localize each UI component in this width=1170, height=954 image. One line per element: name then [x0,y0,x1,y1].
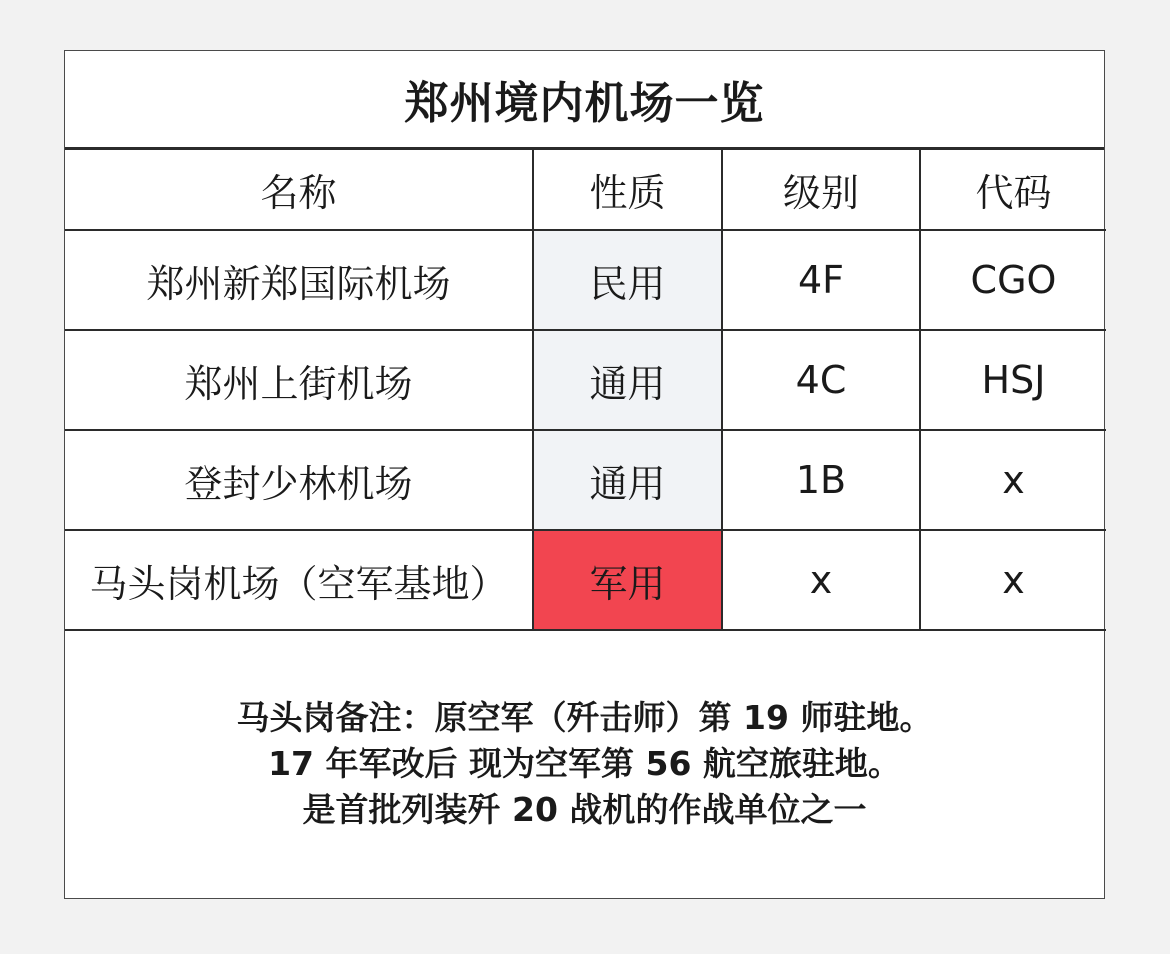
footnote [65,631,1104,896]
column-header-level: 级别 [722,150,920,230]
footnote-line: 17 年军改后 现为空军第 56 航空旅驻地。 [268,743,901,783]
airport-type-cell: 通用 [533,430,722,530]
footnote-line: 是首批列装歼 20 战机的作战单位之一 [302,789,867,829]
airport-name-cell: 郑州上街机场 [65,330,533,430]
table-row [65,330,1106,430]
airport-type-cell: 民用 [533,230,722,330]
table-header-row [65,150,1106,230]
airport-type-cell: 通用 [533,330,722,430]
airport-level-cell: 1B [722,430,920,530]
column-header-name: 名称 [65,150,533,230]
column-header-code: 代码 [920,150,1106,230]
airport-type-cell-military: 军用 [533,530,722,630]
page-title: 郑州境内机场一览 [404,78,765,129]
airport-level-cell: x [722,530,920,630]
airport-name-cell: 郑州新郑国际机场 [65,230,533,330]
table-row [65,230,1106,330]
title-bar [65,51,1104,150]
airport-level-cell: 4F [722,230,920,330]
column-header-type: 性质 [533,150,722,230]
footnote-line: 马头岗备注：原空军（歼击师）第 19 师驻地。 [236,697,933,737]
airport-code-cell: CGO [920,230,1106,330]
table-row [65,530,1106,630]
airport-table [65,150,1106,631]
airport-table-card [64,50,1105,899]
airport-code-cell: x [920,530,1106,630]
table-row [65,430,1106,530]
airport-name-cell: 登封少林机场 [65,430,533,530]
airport-code-cell: x [920,430,1106,530]
airport-level-cell: 4C [722,330,920,430]
airport-code-cell: HSJ [920,330,1106,430]
airport-name-cell: 马头岗机场（空军基地） [65,530,533,630]
